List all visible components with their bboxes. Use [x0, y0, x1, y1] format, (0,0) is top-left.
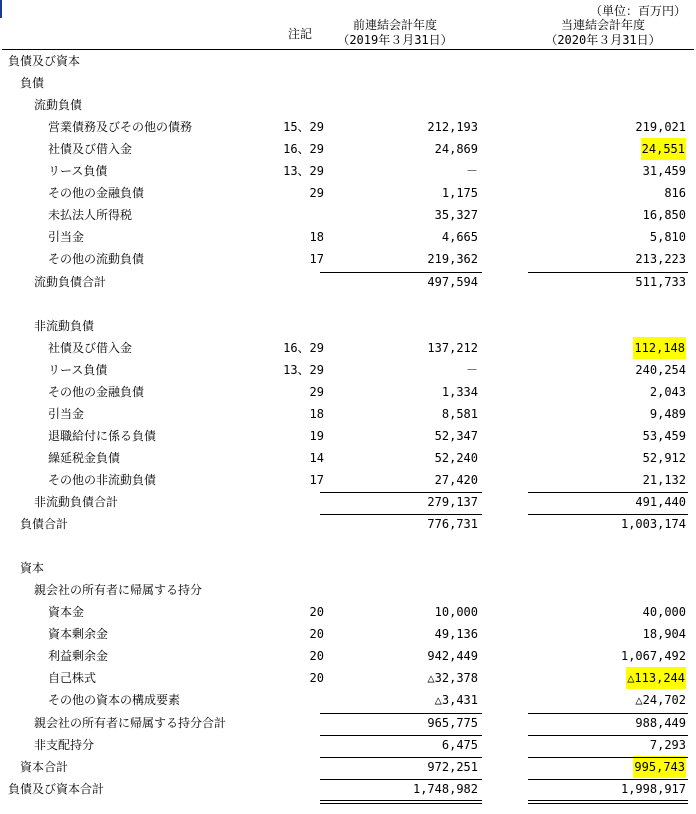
row-label: 流動負債合計 [34, 274, 107, 289]
row-label: 資本合計 [20, 759, 69, 774]
current-total-rule [528, 713, 688, 714]
row-note: 17 [309, 472, 324, 487]
row-label: 未払法人所得税 [48, 208, 133, 223]
row-label: その他の非流動負債 [48, 472, 157, 487]
table-row [0, 293, 696, 315]
prior-total-rule [320, 779, 482, 780]
table-row [0, 623, 696, 645]
table-row [0, 756, 696, 778]
row-note: 20 [309, 627, 324, 642]
row-label: 資本 [20, 561, 45, 576]
current-value-highlighted: 995,743 [633, 756, 686, 778]
current-value: △24,702 [635, 693, 686, 708]
current-period-header [518, 18, 688, 48]
current-grand-total-double-rule [528, 800, 688, 801]
current-value: 219,021 [635, 120, 686, 135]
note-column-header: 注記 [287, 27, 312, 41]
current-total-rule [528, 492, 688, 493]
prior-grand-total-double-rule [320, 803, 482, 804]
row-label: 親会社の所有者に帰属する持分 [34, 583, 203, 598]
row-label: 非支配持分 [34, 737, 95, 752]
prior-value: 965,775 [427, 715, 478, 730]
row-label: 自己株式 [48, 671, 97, 686]
table-row [0, 315, 696, 337]
row-label: その他の金融負債 [48, 186, 145, 201]
prior-value: 8,581 [441, 406, 478, 421]
table-row [0, 381, 696, 403]
prior-value: △32,378 [427, 671, 478, 686]
table-row [0, 425, 696, 447]
prior-value: 52,347 [434, 428, 478, 443]
prior-value: △3,431 [434, 693, 478, 708]
table-row [0, 403, 696, 425]
row-note: 29 [309, 186, 324, 201]
table-row [0, 204, 696, 226]
current-value: 16,850 [642, 208, 686, 223]
table-row [0, 447, 696, 469]
row-label: リース負債 [48, 164, 108, 179]
row-label: 退職給付に係る負債 [48, 428, 157, 443]
row-label: 流動負債 [34, 98, 83, 113]
current-value: 5,810 [649, 230, 686, 245]
prior-period-header [310, 18, 480, 48]
row-label: その他の資本の構成要素 [48, 693, 181, 708]
table-row [0, 116, 696, 138]
row-note: 20 [309, 671, 324, 686]
table-row [0, 778, 696, 800]
prior-value: 10,000 [434, 605, 478, 620]
current-value: 53,459 [642, 428, 686, 443]
row-label: その他の流動負債 [48, 252, 145, 267]
row-note: 13、29 [283, 164, 324, 179]
unit-label: （単位：百万円） [589, 4, 686, 18]
prior-value: 52,240 [434, 450, 478, 465]
prior-total-rule [320, 514, 482, 515]
table-row [0, 182, 696, 204]
current-value: 1,998,917 [620, 781, 686, 796]
prior-total-rule [320, 713, 482, 714]
row-note: 16、29 [283, 340, 324, 355]
current-grand-total-double-rule [528, 803, 688, 804]
current-value: 31,459 [642, 164, 686, 179]
current-value: 491,440 [635, 495, 686, 509]
prior-period-title: 前連結会計年度 [352, 18, 437, 32]
row-note: 15、29 [283, 120, 324, 135]
table-row [0, 226, 696, 248]
prior-value: 219,362 [427, 252, 478, 267]
current-value: 18,904 [642, 627, 686, 642]
row-label: 引当金 [48, 230, 85, 245]
prior-total-rule [320, 757, 482, 758]
row-label: その他の金融負債 [48, 384, 145, 399]
row-note: 29 [309, 384, 324, 399]
prior-value: 49,136 [434, 627, 478, 642]
current-value: 1,003,174 [620, 517, 686, 532]
table-row [0, 337, 696, 359]
table-row [0, 491, 696, 513]
current-total-rule [528, 272, 688, 273]
prior-value: 4,665 [441, 230, 478, 245]
current-value-highlighted: 112,148 [633, 337, 686, 359]
prior-period-date: （2019年３月31日） [337, 33, 453, 47]
row-label: 負債及び資本 [8, 54, 81, 68]
table-row [0, 712, 696, 734]
table-row [0, 601, 696, 623]
current-total-rule [528, 779, 688, 780]
left-edge-bar [0, 0, 2, 18]
row-label: 負債 [20, 76, 45, 91]
table-row [0, 469, 696, 491]
table-row [0, 557, 696, 579]
row-note: 16、29 [283, 142, 324, 157]
row-label: リース負債 [48, 362, 108, 377]
current-value: 511,733 [635, 274, 686, 289]
row-note: 14 [309, 450, 324, 465]
table-row [0, 645, 696, 667]
row-label: 社債及び借入金 [48, 142, 133, 157]
prior-total-rule [320, 492, 482, 493]
row-note: 20 [309, 605, 324, 620]
prior-value: － [465, 362, 478, 377]
current-total-rule [528, 757, 688, 758]
current-period-title: 当連結会計年度 [560, 18, 645, 32]
row-label: 引当金 [48, 406, 85, 421]
row-note: 17 [309, 252, 324, 267]
row-note: 13、29 [283, 362, 324, 377]
current-value: 1,067,492 [620, 649, 686, 664]
current-total-rule [528, 735, 688, 736]
table-row [0, 248, 696, 270]
row-label: 非流動負債 [34, 318, 95, 333]
row-label: 利益剰余金 [48, 649, 109, 664]
table-row [0, 138, 696, 160]
prior-value: 35,327 [434, 208, 478, 223]
row-note: 20 [309, 649, 324, 664]
row-label: 資本金 [48, 605, 85, 620]
row-note: 19 [309, 428, 324, 443]
current-period-date: （2020年３月31日） [545, 33, 661, 47]
row-note: 18 [309, 406, 324, 421]
table-row [0, 94, 696, 116]
current-value: 9,489 [649, 406, 686, 421]
table-row [0, 667, 696, 689]
current-value: 816 [664, 186, 686, 201]
prior-value: 24,869 [434, 142, 478, 157]
prior-value: － [465, 164, 478, 179]
table-row [0, 579, 696, 601]
prior-value: 6,475 [441, 737, 478, 752]
current-total-rule [528, 514, 688, 515]
prior-value: 942,449 [427, 649, 478, 664]
table-row [0, 359, 696, 381]
prior-value: 972,251 [427, 759, 478, 774]
row-label: 社債及び借入金 [48, 340, 133, 355]
prior-value: 27,420 [434, 472, 478, 487]
current-value-highlighted: △113,244 [626, 667, 686, 689]
row-label: 資本剰余金 [48, 627, 109, 642]
row-label: 負債及び資本合計 [8, 781, 105, 796]
prior-value: 137,212 [427, 340, 478, 355]
table-row [0, 72, 696, 94]
row-label: 営業債務及びその他の債務 [48, 120, 193, 135]
current-value: 7,293 [649, 737, 686, 752]
prior-value: 1,748,982 [412, 781, 478, 796]
prior-value: 497,594 [427, 274, 478, 289]
prior-value: 212,193 [427, 120, 478, 135]
current-value: 240,254 [635, 362, 686, 377]
current-value: 213,223 [635, 252, 686, 267]
prior-value: 776,731 [427, 517, 478, 532]
current-value: 52,912 [642, 450, 686, 465]
prior-total-rule [320, 735, 482, 736]
prior-value: 1,334 [441, 384, 478, 399]
table-row [0, 689, 696, 711]
table-row [0, 513, 696, 535]
table-row [0, 50, 696, 72]
row-label: 繰延税金負債 [48, 450, 121, 465]
prior-value: 1,175 [441, 186, 478, 201]
current-value-highlighted: 24,551 [641, 138, 686, 160]
current-value: 21,132 [642, 472, 686, 487]
current-value: 2,043 [649, 384, 686, 399]
prior-grand-total-double-rule [320, 800, 482, 801]
prior-total-rule [320, 272, 482, 273]
row-label: 負債合計 [20, 517, 69, 532]
row-label: 非流動負債合計 [34, 495, 119, 509]
table-row [0, 535, 696, 557]
table-row [0, 271, 696, 293]
current-value: 988,449 [635, 715, 686, 730]
prior-value: 279,137 [427, 495, 478, 509]
table-row [0, 160, 696, 182]
table-row [0, 734, 696, 756]
row-note: 18 [309, 230, 324, 245]
current-value: 40,000 [642, 605, 686, 620]
row-label: 親会社の所有者に帰属する持分合計 [34, 715, 227, 730]
